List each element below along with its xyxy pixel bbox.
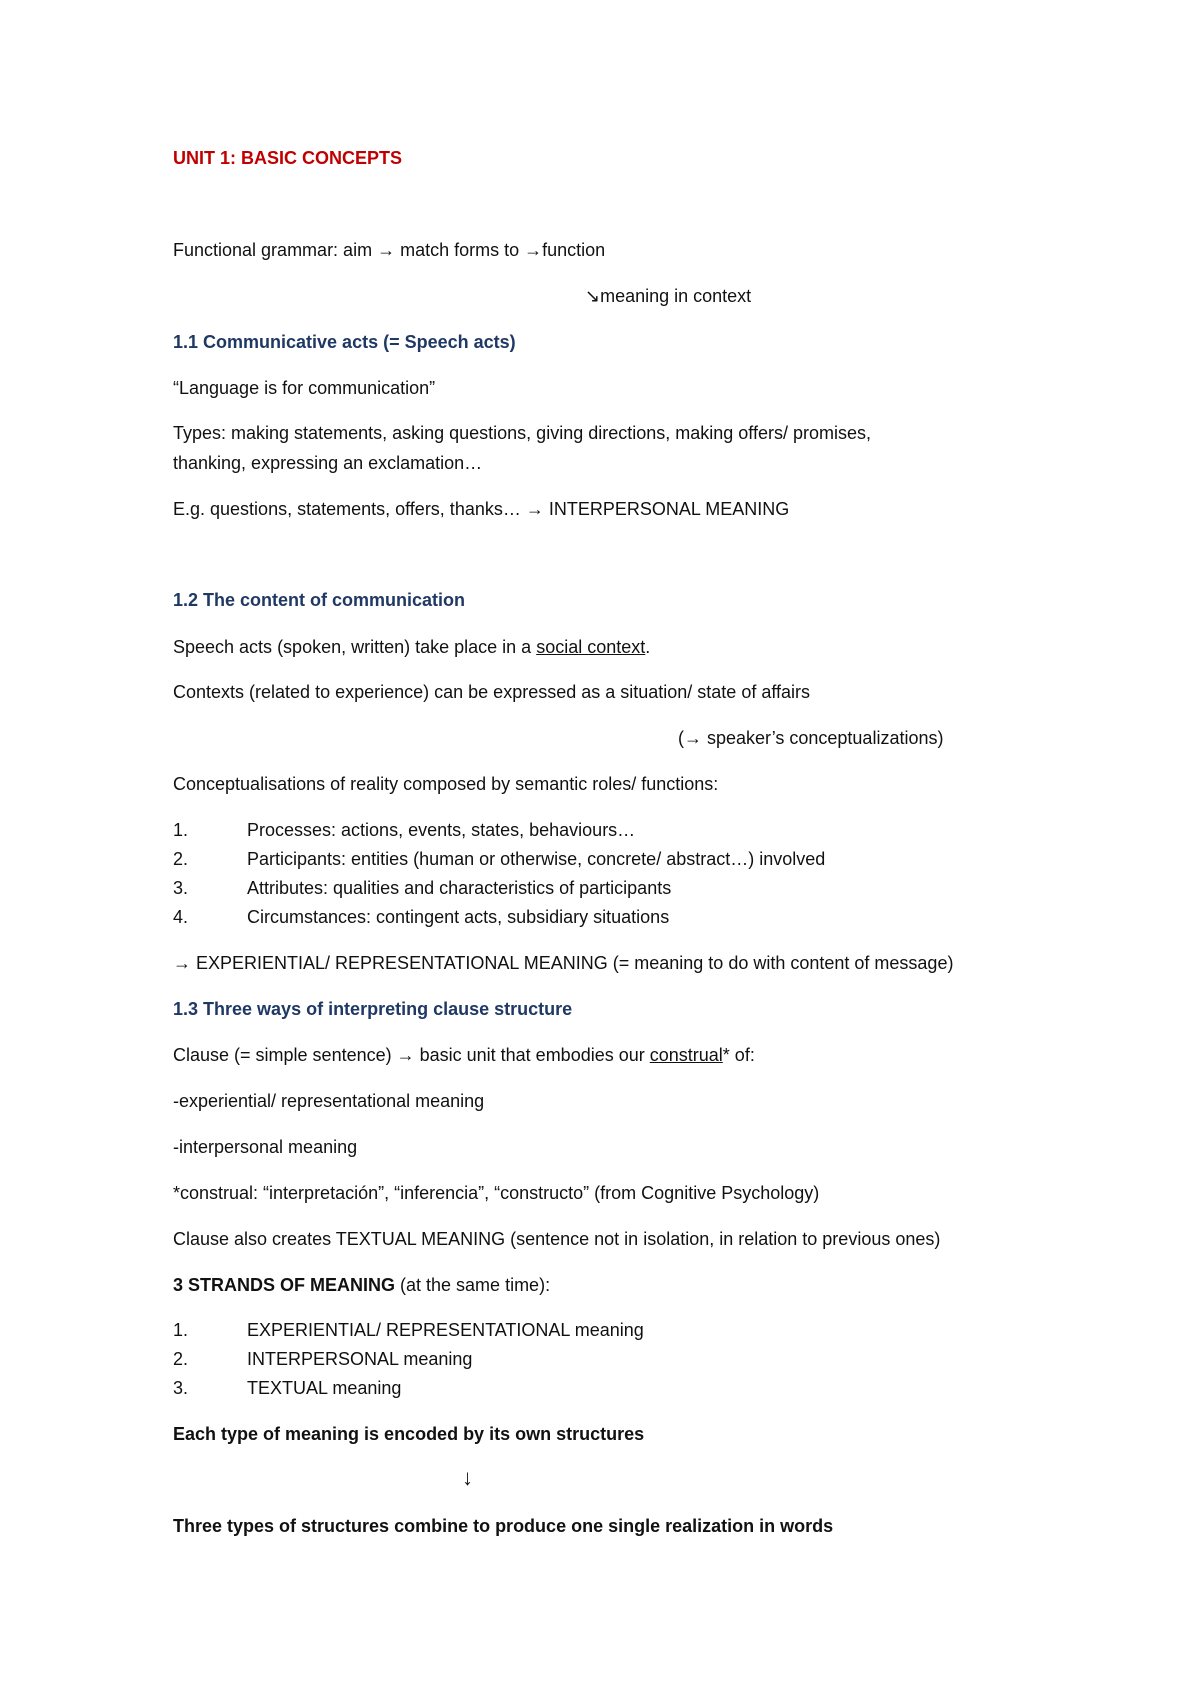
section-1-1-heading: 1.1 Communicative acts (= Speech acts) — [173, 332, 516, 352]
list-number: 2. — [173, 849, 189, 869]
speech-end: . — [645, 637, 651, 657]
three-types-line: Three types of structures combine to produce one single realization in words — [173, 1516, 834, 1536]
speech-acts-line — [173, 635, 650, 659]
experiential-line: -experiential/ representational meaning — [173, 1091, 485, 1111]
list-text: EXPERIENTIAL/ REPRESENTATIONAL meaning — [247, 1320, 644, 1340]
clause-prefix: Clause (= simple sentence) — [173, 1045, 397, 1065]
speech-prefix: Speech acts (spoken, written) take place in a — [173, 637, 537, 657]
list-number: 3. — [173, 1378, 189, 1398]
list-item — [173, 876, 671, 900]
list-number: 1. — [173, 820, 189, 840]
list-text: Processes: actions, events, states, behaviours… — [247, 820, 636, 840]
functional-grammar-line — [173, 238, 605, 262]
construal-term: construal — [649, 1045, 723, 1065]
each-type-line: Each type of meaning is encoded by its own structures — [173, 1424, 645, 1444]
contexts-line: Contexts (related to experience) can be expressed as a situation/ state of affairs — [173, 682, 811, 702]
right-arrow-icon: → — [524, 240, 543, 260]
strands-bold: 3 STRANDS OF MEANING — [173, 1275, 396, 1295]
list-item — [173, 1376, 401, 1400]
list-item — [173, 847, 825, 871]
strands-line — [173, 1273, 550, 1297]
list-number: 3. — [173, 878, 189, 898]
fg-prefix: Functional grammar: aim — [173, 240, 378, 260]
interpersonal-line: -interpersonal meaning — [173, 1137, 358, 1157]
section-1-2-heading: 1.2 The content of communication — [173, 590, 466, 610]
list-number: 1. — [173, 1320, 189, 1340]
list-text: INTERPERSONAL meaning — [247, 1349, 473, 1369]
down-arrow-icon: ↓ — [462, 1465, 473, 1490]
list-number: 2. — [173, 1349, 189, 1369]
speaker-conceptualizations-line — [678, 726, 943, 750]
strands-rest: (at the same time): — [395, 1275, 551, 1295]
clause-line — [173, 1043, 755, 1067]
list-text: Attributes: qualities and characteristics of participants — [247, 878, 672, 898]
right-arrow-icon: → — [173, 953, 191, 973]
construal-note: *construal: “interpretación”, “inferencia”, “constructo” (from Cognitive Psychology) — [173, 1183, 820, 1203]
eg-end: INTERPERSONAL MEANING — [543, 499, 790, 519]
list-text: Circumstances: contingent acts, subsidiary situations — [247, 907, 670, 927]
types-line-1: Types: making statements, asking questions, giving directions, making offers/ promises, — [173, 423, 871, 443]
meaning-in-context-line: ↘meaning in context — [585, 286, 752, 306]
list-item — [173, 1347, 472, 1371]
right-arrow-icon: → — [525, 499, 544, 519]
list-text: TEXTUAL meaning — [247, 1378, 402, 1398]
types-line-2: thanking, expressing an exclamation… — [173, 453, 483, 473]
right-arrow-icon: → — [684, 728, 702, 748]
exp-text: EXPERIENTIAL/ REPRESENTATIONAL MEANING (= meaning to do with content of message) — [191, 953, 954, 973]
language-quote: “Language is for communication” — [173, 378, 436, 398]
list-number: 4. — [173, 907, 189, 927]
eg-prefix: E.g. questions, statements, offers, thanks… — [173, 499, 526, 519]
list-item — [173, 905, 669, 929]
conceptualisations-line: Conceptualisations of reality composed by semantic roles/ functions: — [173, 774, 719, 794]
paren-open: ( — [678, 728, 684, 748]
fg-mid: match forms to — [395, 240, 525, 260]
experiential-meaning-line — [173, 951, 953, 975]
clause-end: * of: — [722, 1045, 755, 1065]
textual-meaning-line: Clause also creates TEXTUAL MEANING (sentence not in isolation, in relation to previous ones) — [173, 1229, 941, 1249]
list-item — [173, 1318, 644, 1342]
fg-end: function — [542, 240, 606, 260]
right-arrow-icon: → — [396, 1045, 415, 1065]
list-text: Participants: entities (human or otherwise, concrete/ abstract…) involved — [247, 849, 826, 869]
clause-mid: basic unit that embodies our — [414, 1045, 650, 1065]
speaker-rest: speaker’s conceptualizations) — [702, 728, 944, 748]
right-arrow-icon: → — [377, 240, 396, 260]
social-context-term: social context — [536, 637, 646, 657]
unit-title: UNIT 1: BASIC CONCEPTS — [173, 148, 403, 168]
example-line — [173, 497, 789, 521]
section-1-3-heading: 1.3 Three ways of interpreting clause structure — [173, 999, 573, 1019]
list-item — [173, 818, 635, 842]
